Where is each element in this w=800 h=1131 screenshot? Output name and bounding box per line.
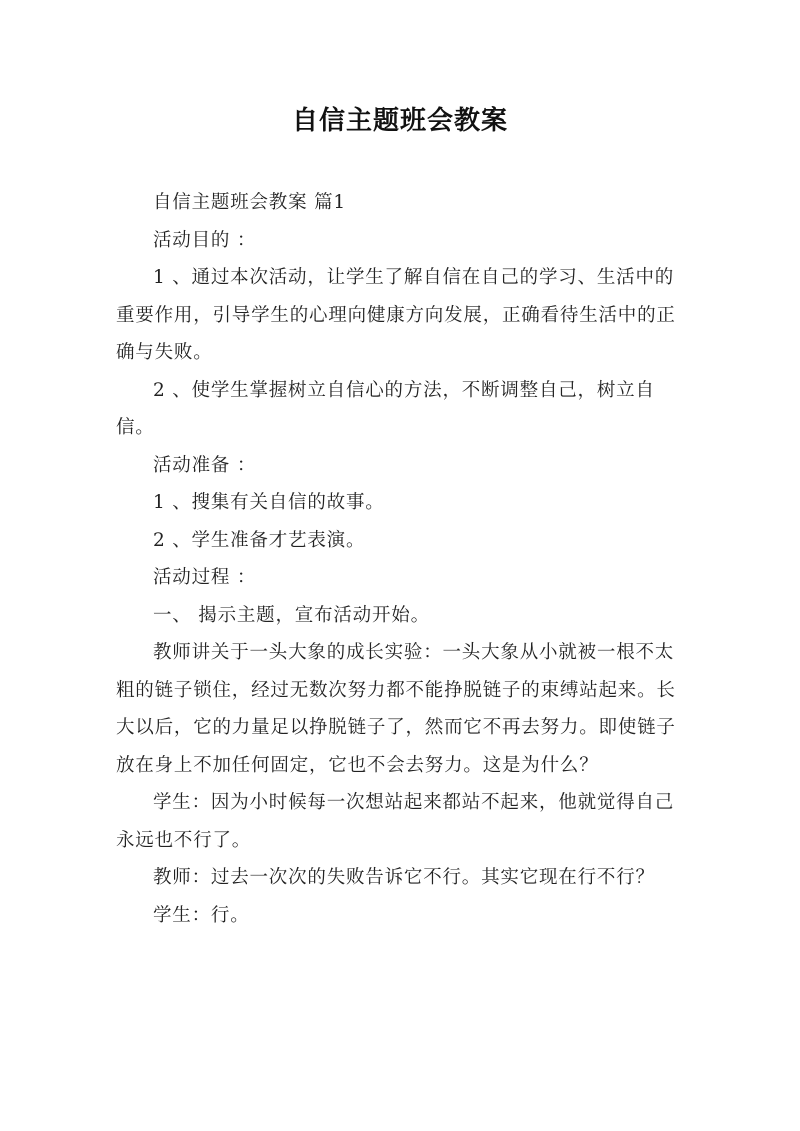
paragraph: 学生：因为小时候每一次想站起来都站不起来，他就觉得自己永远也不行了。 — [116, 792, 675, 851]
paragraph: 2 、学生准备才艺表演。 — [153, 529, 366, 551]
paragraph: 1 、通过本次活动，让学生了解自信在自己的学习、生活中的重要作用，引导学生的心理向健康方向发展，正确看待生活中的正确与失败。 — [116, 267, 676, 363]
paragraph: 2 、使学生掌握树立自信心的方法，不断调整自己，树立自信。 — [116, 379, 655, 438]
paragraph: 活动目的 ： — [153, 229, 257, 251]
paragraph: 活动过程 ： — [153, 567, 257, 588]
paragraph: 活动准备 ： — [153, 454, 257, 476]
section-heading: 自信主题班会教案 篇1 — [153, 192, 346, 213]
paragraph: 学生：行。 — [153, 904, 250, 926]
paragraph: 一、 揭示主题，宣布活动开始。 — [153, 604, 430, 626]
document-body — [116, 184, 690, 934]
paragraph: 教师讲关于一头大象的成长实验：一头大象从小就被一根不太粗的链子锁住，经过无数次努力都不能挣脱链子的束缚站起来。长大以后，它的力量足以挣脱链子了，然而它不再去努力。即使链子放在身上不加任何固定，它也不会去努力。这是为什么？ — [116, 642, 676, 776]
paragraph: 教师：过去一次次的失败告诉它不行。其实它现在行不行？ — [153, 867, 655, 888]
paragraph: 1 、搜集有关自信的故事。 — [153, 492, 385, 513]
document-title: 自信主题班会教案 — [291, 106, 508, 136]
